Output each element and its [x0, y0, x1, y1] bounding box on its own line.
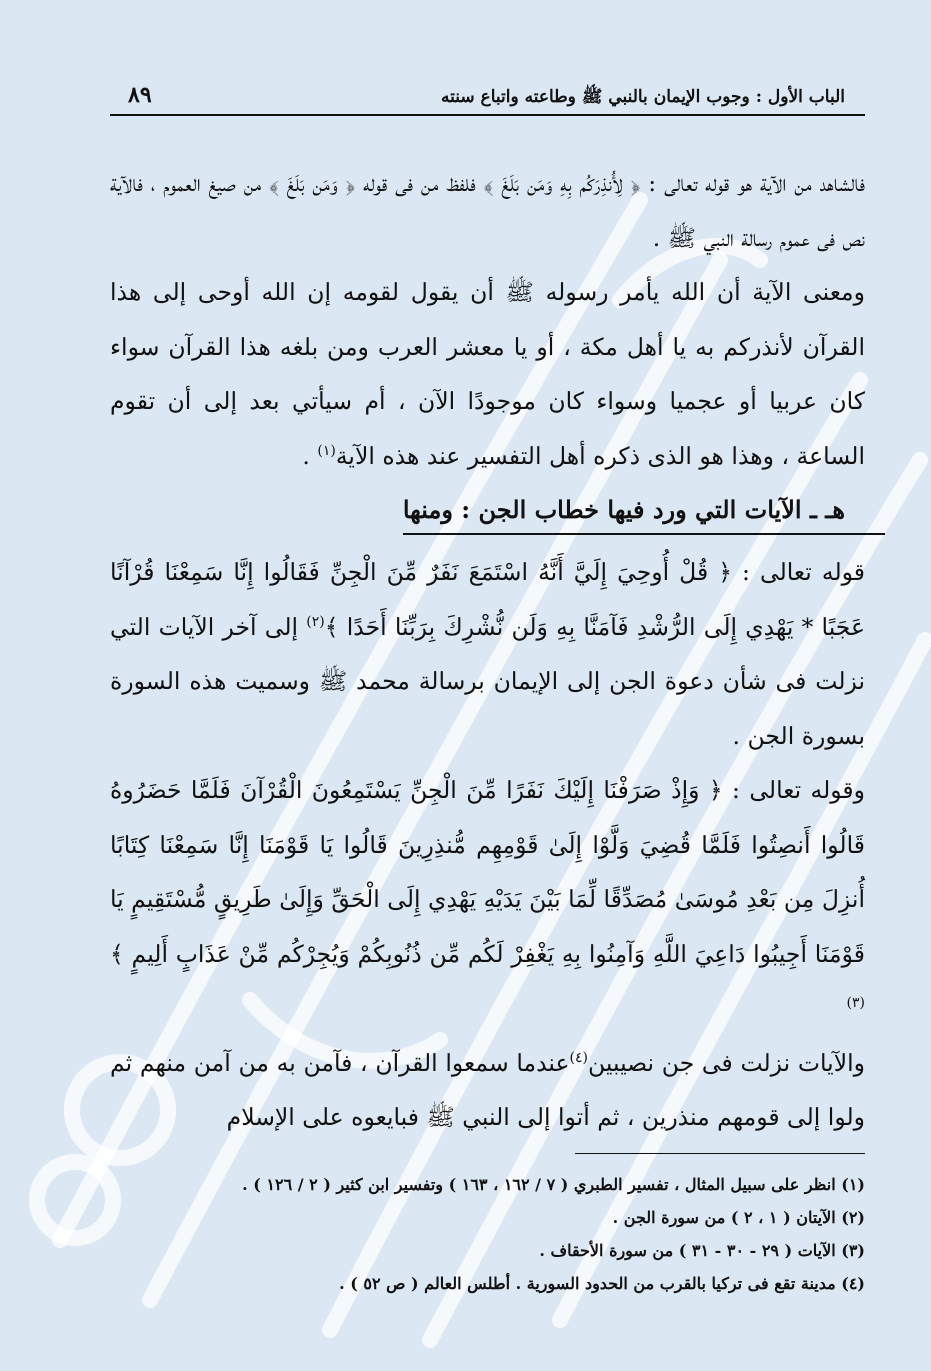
- footnote-ref: (٢): [306, 613, 325, 630]
- paragraph: ومعنى الآية أن الله يأمر رسوله ﷺ أن يقول لقومه إن الله أوحى إلى هذا القرآن لأنذركم به يا أهل مكة ، أو يا معشر العرب ومن بلغه هذا القرآن سواء كان عربيا أو عجميا وسواء كان موجودًا الآن ، أم سيأتي بعد إلى أن تقوم الساعة ، وهذا هو الذى ذكره أهل التفسير عند هذه الآية$^{(١)}$ .: [110, 278, 865, 470]
- section-heading: هـ ـ الآيات التي ورد فيها خطاب الجن : ومنها: [403, 487, 885, 535]
- footnote-ref: (١): [317, 442, 336, 459]
- footnote: (١) انظر على سبيل المثال ، تفسير الطبري ( ٧ / ١٦٢ ، ١٦٣ ) وتفسير ابن كثير ( ٢ / ١٢٦ ) .: [242, 1174, 865, 1194]
- footnote: (٣) الآيات ( ٢٩ - ٣٠ - ٣١ ) من سورة الأحقاف .: [539, 1240, 865, 1260]
- paragraph: والآيات نزلت فى جن نصيبين$^{(٤)}$عندما سمعوا القرآن ، فآمن به من آمن منهم ثم ولوا إلى قومهم منذرين ، ثم أتوا إلى النبي ﷺ فبايعوه على الإسلام: [110, 1048, 865, 1131]
- document-page: [110, 80, 865, 1300]
- footnote: (٢) الآيتان ( ١ ، ٢ ) من سورة الجن .: [612, 1207, 865, 1227]
- page-number: ٨٩: [128, 82, 152, 108]
- footnote: (٤) مدينة تقع فى تركيا بالقرب من الحدود السورية . أطلس العالم ( ص ٥٢ ) .: [339, 1273, 865, 1293]
- footnote-ref: (٤): [569, 1049, 589, 1066]
- running-header: [110, 80, 865, 116]
- footnote-ref: (٣): [846, 995, 865, 1012]
- footnotes: [110, 1168, 865, 1300]
- chapter-title: الباب الأول : وجوب الإيمان بالنبي ﷺ وطاعته واتباع سنته: [441, 87, 845, 107]
- paragraph: فالشاهد من الآية هو قوله تعالى : ﴿ لِأُنذِرَكُم بِهِ وَمَن بَلَغَ ﴾ فلفظ من فى قوله ﴿ وَمَن بَلَغَ ﴾ من صيغ العموم ، فالآية نص فى عموم رسالة النبي ﷺ .: [110, 169, 865, 252]
- footnote-separator: [575, 1153, 865, 1154]
- paragraph: وقوله تعالى : ﴿ وَإِذْ صَرَفْنَا إِلَيْكَ نَفَرًا مِّنَ الْجِنِّ يَسْتَمِعُونَ الْقُرْآنَ فَلَمَّا حَضَرُوهُ قَالُوا أَنصِتُوا فَلَمَّا قُضِيَ وَلَّوْا إِلَىٰ قَوْمِهِم مُّنذِرِينَ قَالُوا يَا قَوْمَنَا إِنَّا سَمِعْنَا كِتَابًا أُنزِلَ مِن بَعْدِ مُوسَىٰ مُصَدِّقًا لِّمَا بَيْنَ يَدَيْهِ يَهْدِي إِلَى الْحَقِّ وَإِلَىٰ طَرِيقٍ مُّسْتَقِيمٍ يَا قَوْمَنَا أَجِيبُوا دَاعِيَ اللَّهِ وَآمِنُوا بِهِ يَغْفِرْ لَكُم مِّن ذُنُوبِكُمْ وَيُجِرْكُم مِّنْ عَذَابٍ أَلِيمٍ ﴾$^{(٣)}$: [110, 776, 865, 1012]
- body-text: [110, 156, 865, 1145]
- paragraph: قوله تعالى : ﴿ قُلْ أُوحِيَ إِلَيَّ أَنَّهُ اسْتَمَعَ نَفَرٌ مِّنَ الْجِنِّ فَقَالُوا إِنَّا سَمِعْنَا قُرْآنًا عَجَبًا * يَهْدِي إِلَى الرُّشْدِ فَآمَنَّا بِهِ وَلَن نُّشْرِكَ بِرَبِّنَا أَحَدًا ﴾$^{(٢)}$ إلى آخر الآيات التي نزلت فى شأن دعوة الجن إلى الإيمان برسالة محمد ﷺ وسميت هذه السورة بسورة الجن .: [110, 558, 865, 750]
